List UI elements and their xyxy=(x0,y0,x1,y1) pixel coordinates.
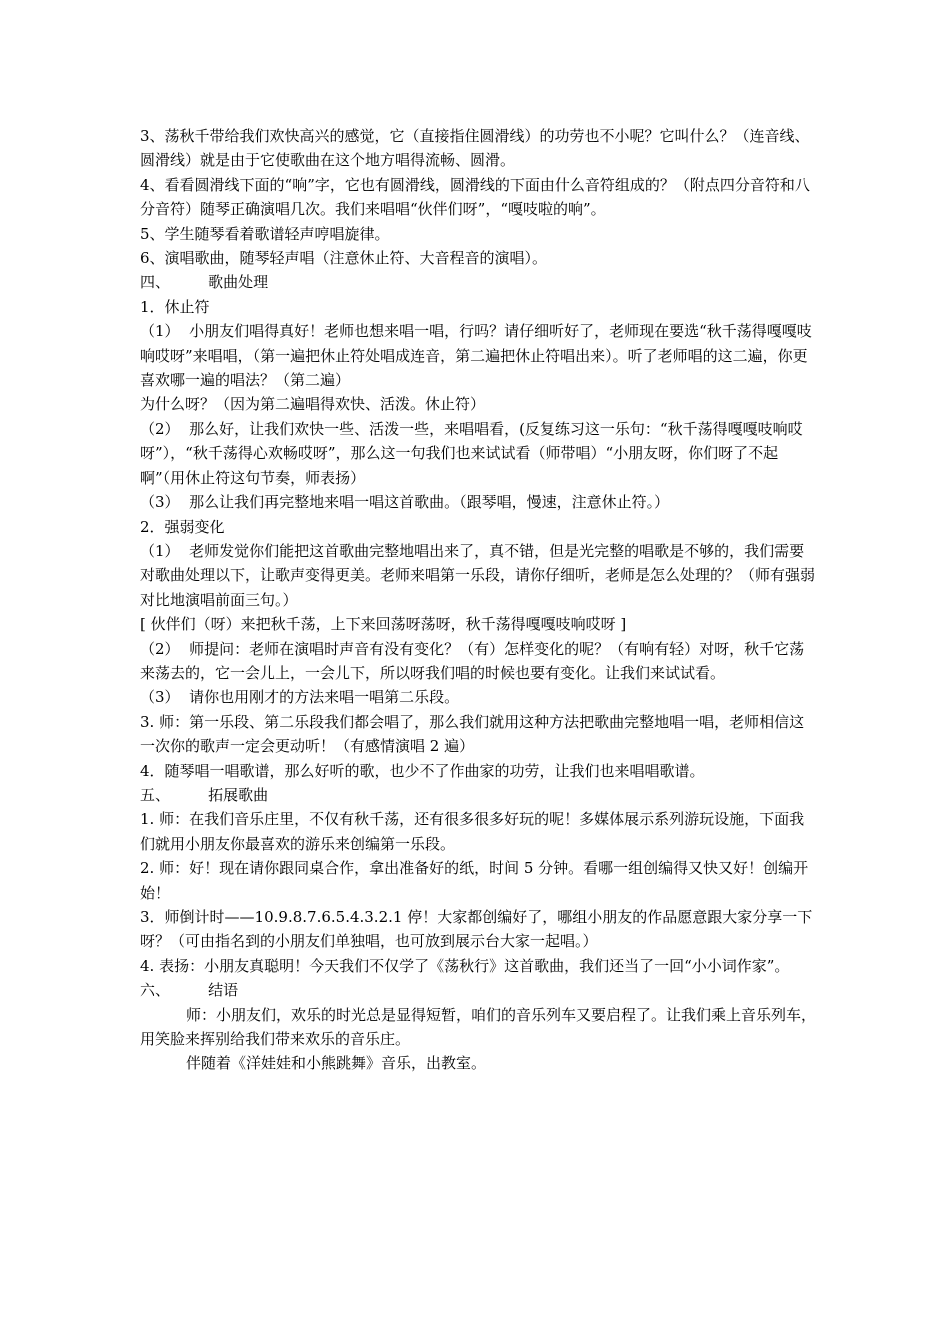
paragraph: 6、演唱歌曲，随琴轻声唱（注意休止符、大音程音的演唱）。 xyxy=(140,249,548,268)
paragraph: 4、看看圆滑线下面的“响”字，它也有圆滑线，圆滑线的下面由什么音符组成的？（附点四分音符和八分音符）随琴正确演唱几次。我们来唱唱“伙伴们呀”，“嘎吱啦的响”。 xyxy=(140,175,810,219)
paragraph: 3. 师：第一乐段、第二乐段我们都会唱了，那么我们就用这种方法把歌曲完整地唱一唱，老师相信这一次你的歌声一定会更动听！（有感情演唱 2 遍） xyxy=(140,712,805,756)
paragraph: 4. 表扬：小朋友真聪明！今天我们不仅学了《荡秋行》这首歌曲，我们还当了一回“小小词作家”。 xyxy=(140,956,790,975)
paragraph: 4．随琴唱一唱歌谱，那么好听的歌，也少不了作曲家的功劳，让我们也来唱唱歌谱。 xyxy=(140,761,705,780)
subsection-heading: 2．强弱变化 xyxy=(140,517,225,536)
paragraph: （3） 那么让我们再完整地来唱一唱这首歌曲。（跟琴唱，慢速，注意休止符。） xyxy=(140,493,670,512)
paragraph: （1） 小朋友们唱得真好！老师也想来唱一唱，行吗？请仔细听好了，老师现在要选“秋千荡得嘎嘎吱响哎呀”来唱唱，（第一遍把休止符处唱成连音，第二遍把休止符唱出来）。听了老师唱的这二遍，你更喜欢哪一遍的唱法？（第二遍） xyxy=(140,322,812,390)
subsection-heading: 1．休止符 xyxy=(140,297,210,316)
lyrics-line: [ 伙伴们（呀）来把秋千荡，上下来回荡呀荡呀，秋千荡得嘎嘎吱响哎呀 ] xyxy=(140,615,627,634)
section-heading: 五、 拓展歌曲 xyxy=(140,785,269,804)
paragraph: （3） 请你也用刚才的方法来唱一唱第二乐段。 xyxy=(140,688,460,707)
paragraph: 5、学生随琴看着歌谱轻声哼唱旋律。 xyxy=(140,224,390,243)
paragraph: （1） 老师发觉你们能把这首歌曲完整地唱出来了，真不错，但是光完整的唱歌是不够的，我们需要对歌曲处理以下，让歌声变得更美。老师来唱第一乐段，请你仔细听，老师是怎么处理的？（师有强弱对比地演唱前面三句。） xyxy=(140,541,816,609)
paragraph: 为什么呀？（因为第二遍唱得欢快、活泼。休止符） xyxy=(140,395,486,414)
paragraph: 1. 师：在我们音乐庄里，不仅有秋千荡，还有很多很多好玩的呢！多媒体展示系列游玩设施，下面我们就用小朋友你最喜欢的游乐来创编第一乐段。 xyxy=(140,810,805,853)
paragraph: 伴随着《洋娃娃和小熊跳舞》音乐，出教室。 xyxy=(186,1054,487,1073)
paragraph: （2） 那么好，让我们欢快一些、活泼一些，来唱唱看，(反复练习这一乐句：“秋千荡得嘎嘎吱响哎呀”），“秋千荡得心欢畅哎呀”，那么这一句我们也来试试看（师带唱）“小朋友呀，你们呀了不起啊”（用休止符这句节奏，师表扬） xyxy=(140,419,803,487)
document-body xyxy=(140,124,816,1076)
paragraph: 师：小朋友们，欢乐的时光总是显得短暂，咱们的音乐列车又要启程了。让我们乘上音乐列车，用笑脸来挥别给我们带来欢乐的音乐庄。 xyxy=(140,1005,817,1049)
paragraph: 3、荡秋千带给我们欢快高兴的感觉，它（直接指住圆滑线）的功劳也不小呢？它叫什么？（连音线、圆滑线）就是由于它使歌曲在这个地方唱得流畅、圆滑。 xyxy=(140,127,810,170)
section-heading: 四、 歌曲处理 xyxy=(140,273,269,292)
paragraph: （2） 师提问：老师在演唱时声音有没有变化？（有）怎样变化的呢？（有响有轻）对呀，秋千它荡来荡去的，它一会儿上，一会儿下，所以呀我们唱的时候也要有变化。让我们来试试看。 xyxy=(140,639,805,682)
section-heading: 六、 结语 xyxy=(140,981,239,1000)
paragraph: 2. 师：好！现在请你跟同桌合作，拿出准备好的纸，时间 5 分钟。看哪一组创编得又快又好！创编开始！ xyxy=(140,859,809,902)
paragraph: 3．师倒计时——10.9.8.7.6.5.4.3.2.1 停！大家都创编好了，哪组小朋友的作品愿意跟大家分享一下呀？（可由指名到的小朋友们单独唱，也可放到展示台大家一起唱。） xyxy=(140,908,813,951)
